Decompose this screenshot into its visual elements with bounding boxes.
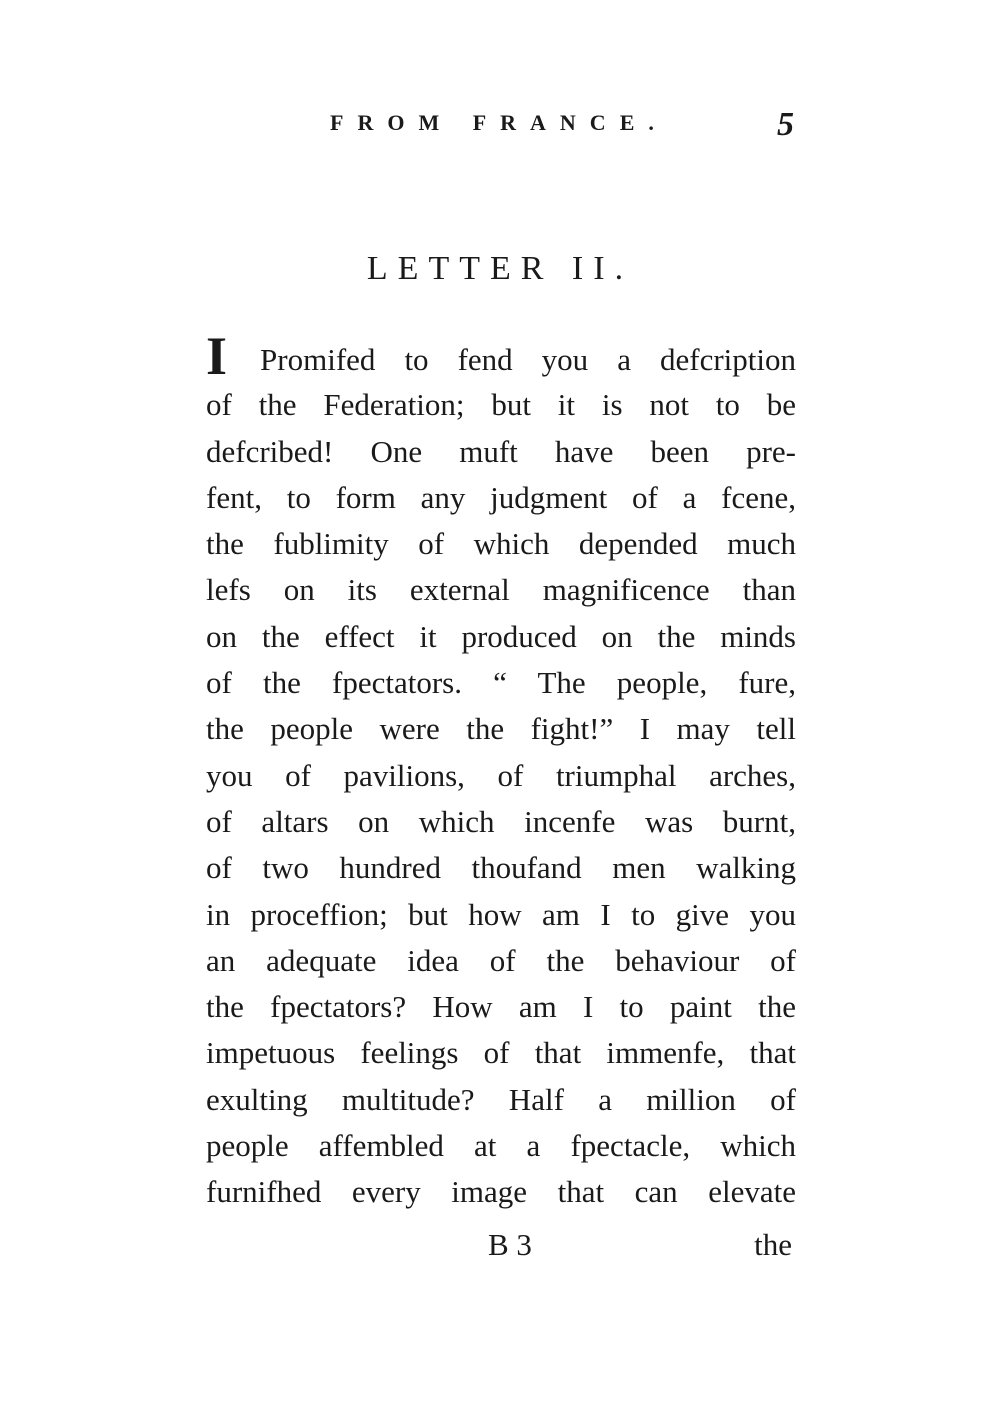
text-line: people affembled at a fpectacle, which bbox=[206, 1128, 796, 1164]
text-line: impetuous feelings of that immenfe, that bbox=[206, 1035, 796, 1071]
text-line: an adequate idea of the behaviour of bbox=[206, 942, 796, 978]
text-line: the fublimity of which depended much bbox=[206, 526, 796, 562]
page-number: 5 bbox=[777, 106, 794, 143]
text-line: of altars on which incenfe was burnt, bbox=[206, 803, 796, 839]
catchword: the bbox=[754, 1227, 792, 1262]
text-line: of the fpectators. “ The people, fure, bbox=[206, 665, 796, 701]
text-line: the people were the fight!” I may tell bbox=[206, 711, 796, 747]
text-line: defcribed! One muft have been pre- bbox=[206, 433, 796, 469]
first-line-text: Promifed to fend you a defcription bbox=[260, 342, 796, 377]
text-line-1 bbox=[206, 326, 796, 386]
running-head bbox=[330, 106, 800, 146]
text-line: fent, to form any judgment of a fcene, bbox=[206, 479, 796, 515]
text-line: the fpectators? How am I to paint the bbox=[206, 989, 796, 1025]
text-line: exulting multitude? Half a million of bbox=[206, 1081, 796, 1117]
text-line: of two hundred thoufand men walking bbox=[206, 850, 796, 886]
text-line: of the Federation; but it is not to be bbox=[206, 387, 796, 423]
text-line: on the effect it produced on the minds bbox=[206, 618, 796, 654]
page-footer bbox=[206, 1222, 796, 1268]
text-line: lefs on its external magnificence than bbox=[206, 572, 796, 608]
running-title: FROM FRANCE. bbox=[330, 110, 668, 135]
signature-mark: B 3 bbox=[488, 1227, 532, 1262]
letter-heading: LETTER II. bbox=[366, 250, 634, 287]
text-line: you of pavilions, of triumphal arches, bbox=[206, 757, 796, 793]
text-line: furnifhed every image that can elevate bbox=[206, 1174, 796, 1210]
drop-cap: I bbox=[206, 326, 228, 386]
body-text bbox=[206, 326, 796, 1216]
text-line: in proceffion; but how am I to give you bbox=[206, 896, 796, 932]
